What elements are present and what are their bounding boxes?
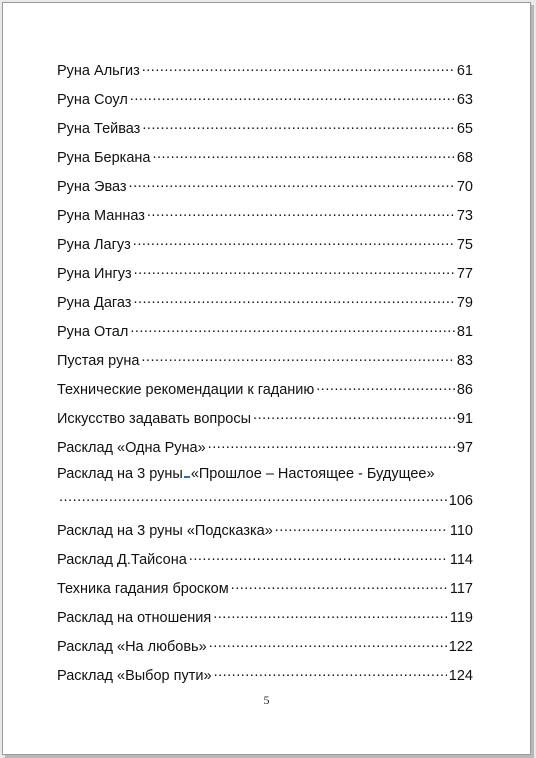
toc-entry-title: Расклад Д.Тайсона [57, 551, 187, 568]
dot-leader [231, 578, 448, 593]
toc-entry-page: 61 [456, 62, 473, 79]
toc-entry-title: Руна Отал [57, 323, 129, 340]
toc-entry-title: Руна Ингуз [57, 265, 132, 282]
toc-entry-page: 106 [448, 492, 473, 509]
dot-leader [129, 176, 455, 191]
toc-entry-three-runes[interactable] [57, 466, 473, 520]
toc-entry[interactable] [57, 89, 473, 118]
dot-leader [142, 118, 455, 133]
toc-entry-title: Руна Соул [57, 91, 128, 108]
dot-leader [133, 234, 455, 249]
toc-entry-page: 114 [449, 551, 473, 568]
toc-entry[interactable] [57, 176, 473, 205]
toc-entry[interactable] [57, 665, 473, 694]
toc-entry-title: Руна Лагуз [57, 236, 131, 253]
toc-entry-title: Расклад на 3 руны [57, 466, 183, 482]
dot-leader [141, 350, 454, 365]
toc-entry-title: Расклад «Выбор пути» [57, 667, 212, 684]
toc-entry-page: 83 [456, 352, 473, 369]
toc-entry-title: Руна Дагаз [57, 294, 132, 311]
dot-leader [152, 147, 454, 162]
dot-leader [134, 263, 455, 278]
toc-entry-page: 79 [456, 294, 473, 311]
toc-entry-title: Руна Тейваз [57, 120, 141, 137]
toc-entry-title: Расклад «Одна Руна» [57, 439, 206, 456]
toc-entry-title: Технические рекомендации к гаданию [57, 381, 315, 398]
toc-entry-page: 110 [449, 522, 473, 539]
toc-entry[interactable] [57, 437, 473, 466]
dot-leader [130, 321, 455, 336]
toc-entry[interactable] [57, 147, 473, 176]
dot-leader [208, 437, 455, 452]
toc-entry[interactable] [57, 234, 473, 263]
toc-entry-title: Руна Манназ [57, 207, 145, 224]
dot-leader [209, 636, 447, 651]
toc-entry-page: 119 [449, 609, 473, 626]
toc-entry[interactable] [57, 379, 473, 408]
dot-leader [189, 549, 448, 564]
dot-leader [147, 205, 455, 220]
dot-leader [133, 292, 454, 307]
dot-leader [213, 607, 448, 622]
toc-entry[interactable] [57, 118, 473, 147]
dot-leader [59, 490, 447, 505]
toc-entry-title: Расклад на отношения [57, 609, 212, 626]
toc-entry[interactable] [57, 263, 473, 292]
text-cursor [184, 476, 190, 478]
toc-entry-page: 97 [456, 439, 473, 456]
dot-leader [316, 379, 455, 394]
toc-entry-title: Искусство задавать вопросы [57, 410, 252, 427]
dot-leader [142, 60, 455, 75]
toc-entry-title: Техника гадания броском [57, 580, 229, 597]
toc-entry[interactable] [57, 520, 473, 549]
toc-entry-page: 63 [456, 91, 473, 108]
toc-entry-page: 81 [456, 323, 473, 340]
toc-entry[interactable] [57, 205, 473, 234]
toc-entry[interactable] [57, 292, 473, 321]
dot-leader [253, 408, 455, 423]
toc-entry[interactable] [57, 636, 473, 665]
toc-entry-page: 75 [456, 236, 473, 253]
toc-entry-page: 70 [456, 178, 473, 195]
toc-entry-title-continuation: «Прошлое – Настоящее - Будущее» [190, 466, 435, 482]
toc-entry-title: Расклад «На любовь» [57, 638, 207, 655]
toc-entry-line1 [57, 466, 473, 490]
toc-entry[interactable] [57, 549, 473, 578]
toc-entry[interactable] [57, 350, 473, 379]
toc-entry-page: 86 [456, 381, 473, 398]
dot-leader [275, 520, 448, 535]
toc-entry-page: 124 [448, 667, 473, 684]
dot-leader [214, 665, 447, 680]
toc-entry-page: 77 [456, 265, 473, 282]
toc-entry[interactable] [57, 607, 473, 636]
dot-leader [130, 89, 455, 104]
toc-group-after [57, 520, 473, 694]
toc-entry-title: Руна Беркана [57, 149, 151, 166]
toc-entry-title: Расклад на 3 руны «Подсказка» [57, 522, 273, 539]
toc-entry[interactable] [57, 60, 473, 89]
toc-entry-page: 68 [456, 149, 473, 166]
table-of-contents [57, 60, 473, 694]
toc-entry-page: 122 [448, 638, 473, 655]
toc-entry-title: Руна Эваз [57, 178, 127, 195]
toc-entry[interactable] [57, 408, 473, 437]
toc-entry-page: 91 [456, 410, 473, 427]
page-number: 5 [263, 693, 270, 707]
toc-entry-page: 73 [456, 207, 473, 224]
toc-entry[interactable] [57, 321, 473, 350]
document-page [2, 2, 531, 755]
toc-entry-page: 117 [449, 580, 473, 597]
toc-entry-title: Пустая руна [57, 352, 140, 369]
toc-entry-page: 65 [456, 120, 473, 137]
toc-entry-title: Руна Альгиз [57, 62, 140, 79]
toc-entry[interactable] [57, 578, 473, 607]
toc-entry-line2 [57, 490, 473, 514]
toc-group-before [57, 60, 473, 466]
